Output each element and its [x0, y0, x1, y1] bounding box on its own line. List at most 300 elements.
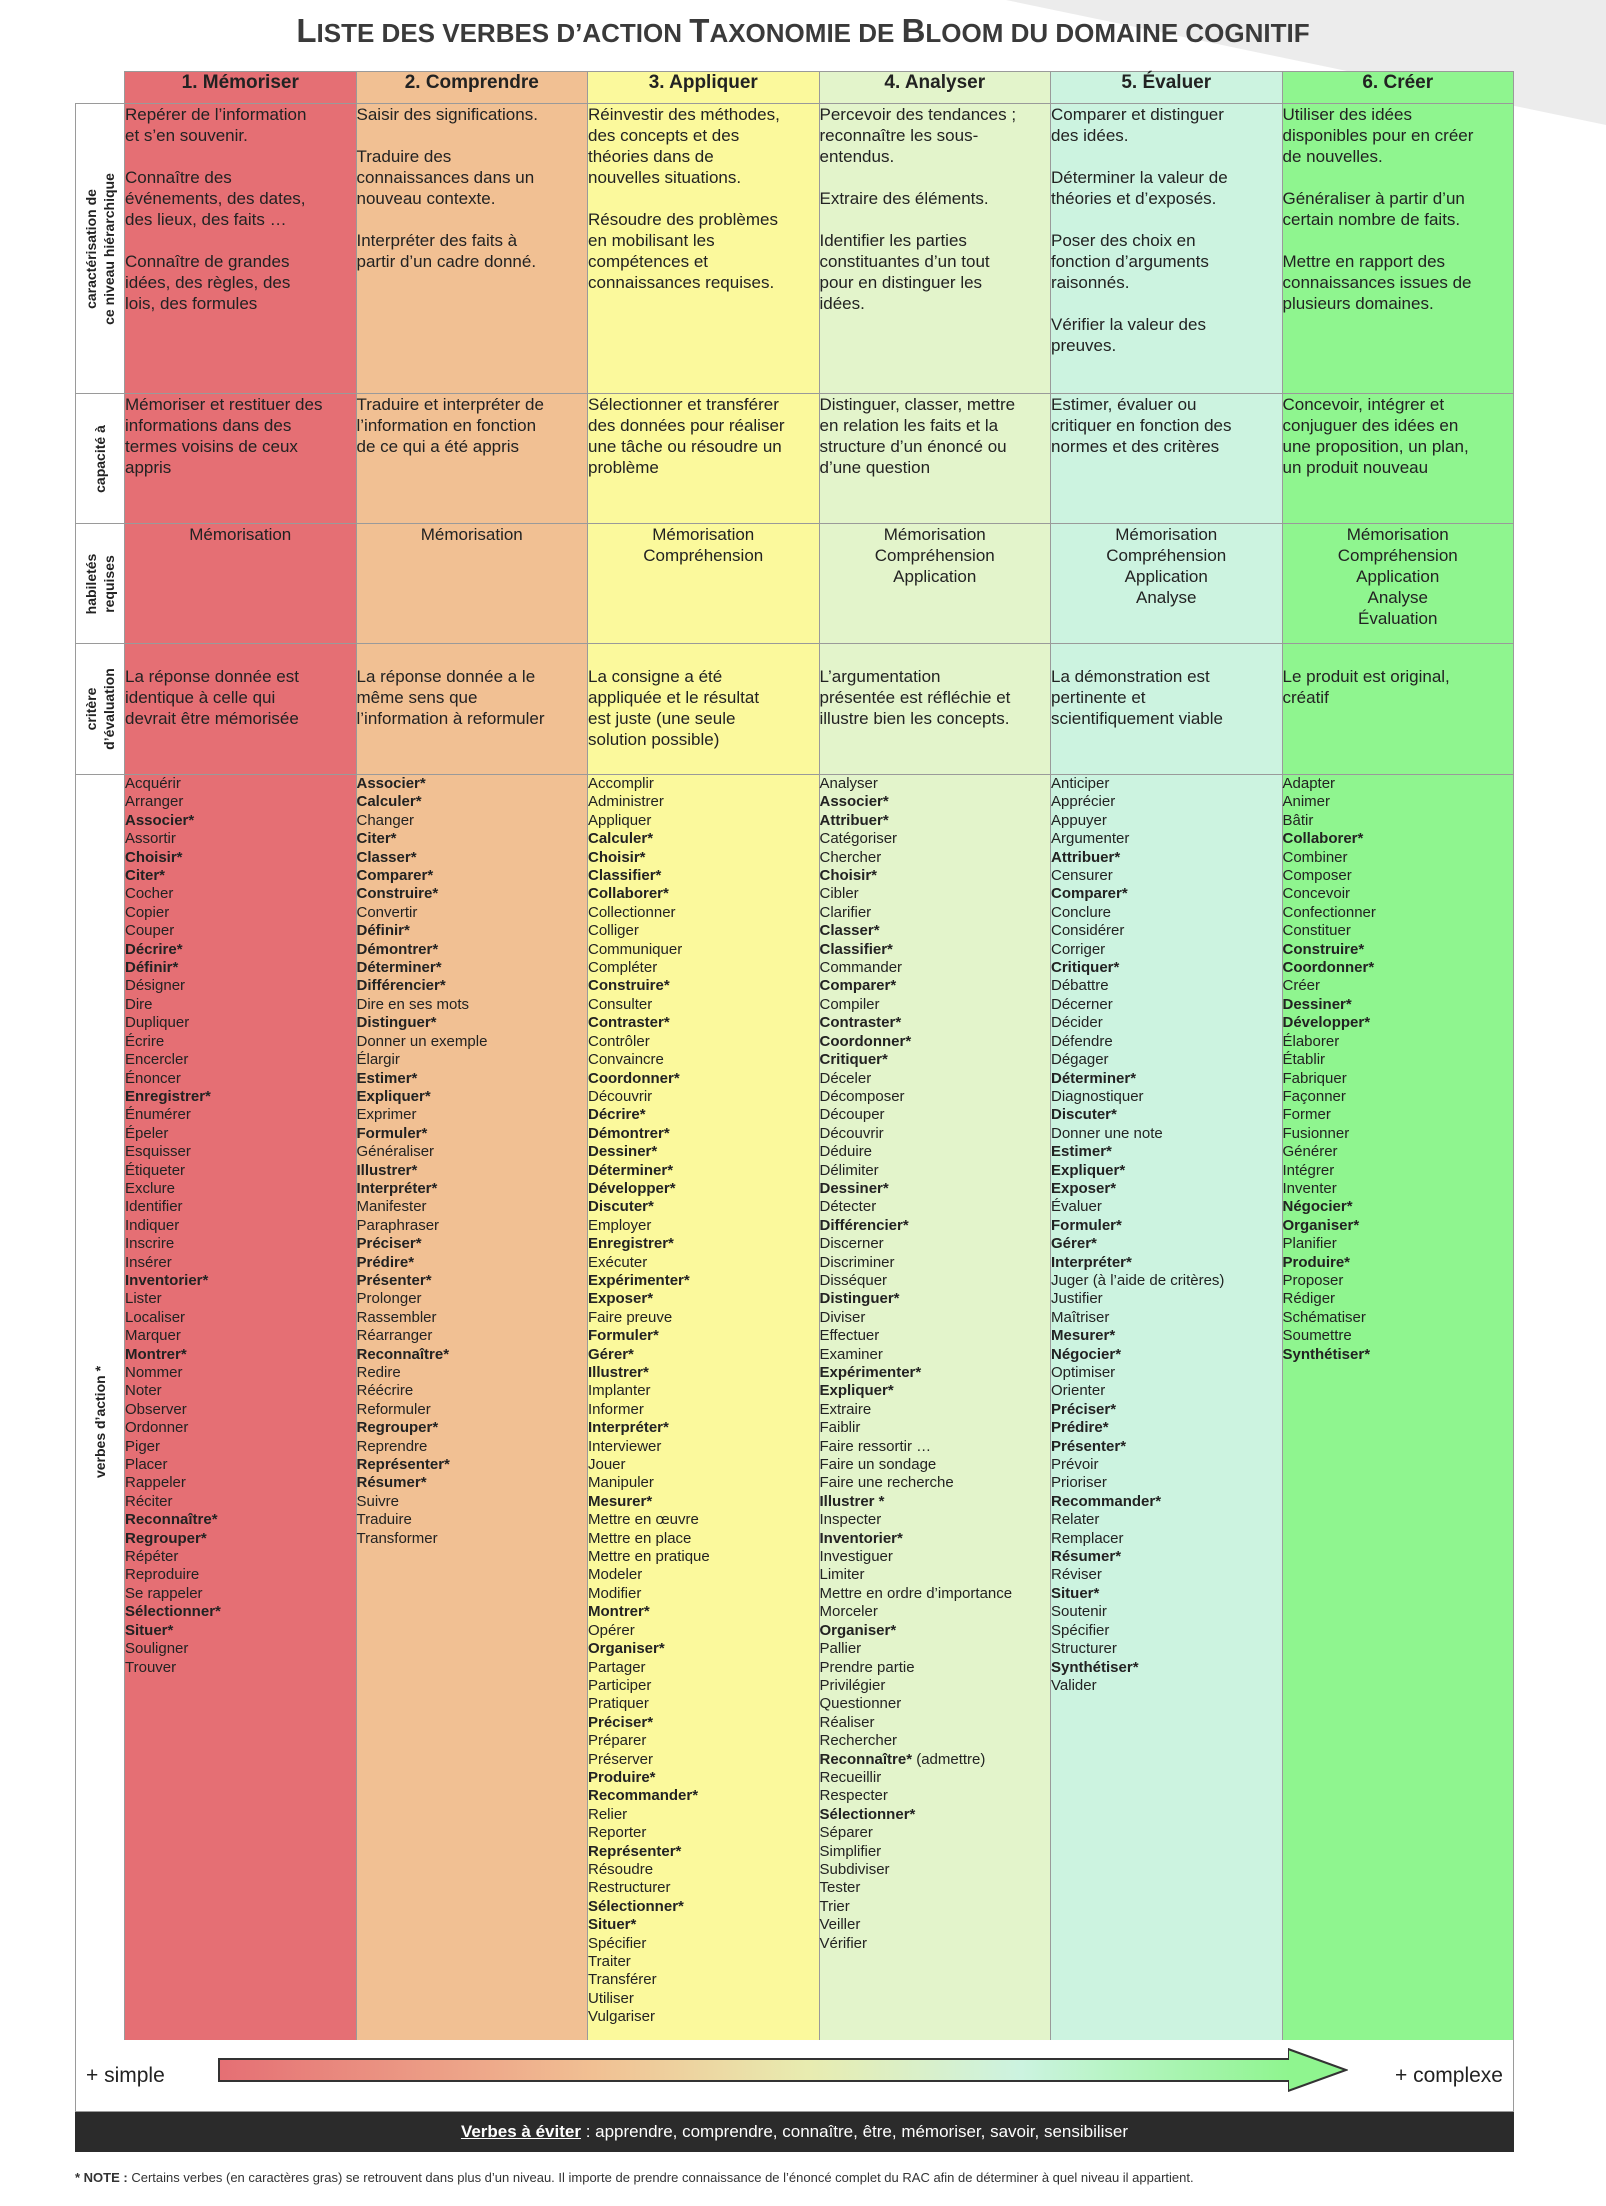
- verb-item: Clarifier: [819, 903, 872, 921]
- cell-line: des idées.: [1051, 126, 1129, 145]
- cell-line: créatif: [1282, 688, 1329, 707]
- verb-item: Transformer: [356, 1529, 438, 1547]
- capacite-cell: [356, 394, 588, 524]
- verb-item: Investiguer: [819, 1548, 893, 1566]
- verb-item: Adapter: [1282, 775, 1336, 792]
- verb-item: Déterminer*: [356, 959, 442, 977]
- verb-item: Organiser*: [819, 1621, 897, 1639]
- verb-item: Soumettre: [1282, 1327, 1352, 1345]
- verb-item: Expliquer*: [1051, 1161, 1126, 1179]
- verb-item: Reprendre: [356, 1437, 428, 1455]
- verb-item: Paraphraser: [356, 1216, 440, 1234]
- cell-line: Compréhension: [1337, 546, 1458, 565]
- verb-item: Justifier: [1051, 1290, 1103, 1308]
- verb-item: Déterminer*: [1051, 1069, 1137, 1087]
- cell-line: une proposition, un plan,: [1282, 437, 1469, 456]
- cell-line: Identifier les parties: [819, 231, 967, 250]
- cell-line: fonction d’arguments: [1051, 252, 1209, 271]
- cell-line: L’argumentation: [819, 667, 941, 686]
- verb-item: Interpréter*: [356, 1179, 438, 1197]
- cell-line: appliquée et le résultat: [588, 688, 760, 707]
- cell-line: Application: [1356, 567, 1440, 586]
- verb-item: Résumer*: [356, 1474, 427, 1492]
- critere-cell: [356, 644, 588, 775]
- verb-item: Expérimenter*: [819, 1364, 922, 1381]
- verb-item: Structurer: [1051, 1640, 1117, 1658]
- critere-cell: [819, 644, 1051, 775]
- verb-item: Compiler: [819, 995, 880, 1013]
- verb-item: Suivre: [356, 1492, 400, 1510]
- cell-line: identique à celle qui: [125, 688, 276, 707]
- verb-item: Communiquer: [588, 940, 683, 958]
- cell-line: Traduire des: [356, 147, 452, 166]
- verb-item: Générer: [1282, 1143, 1338, 1161]
- cell-line: normes et des critères: [1051, 437, 1220, 456]
- verb-item: Dessiner*: [1282, 995, 1352, 1013]
- verb-item: Attribuer*: [1051, 848, 1121, 866]
- verb-item: Démontrer*: [356, 940, 439, 958]
- verb-item: Mesurer*: [588, 1492, 653, 1510]
- verb-item: Nommer: [125, 1364, 183, 1381]
- capacite-cell: [819, 394, 1051, 524]
- verb-item: Argumenter: [1051, 830, 1130, 848]
- cell-line: critiquer en fonction des: [1051, 416, 1232, 435]
- verb-item: Coordonner*: [1282, 959, 1375, 977]
- verb-item: Épeler: [125, 1124, 169, 1142]
- verb-item: Situer*: [588, 1916, 637, 1934]
- verb-item: Opérer: [588, 1621, 635, 1639]
- verb-item: Spécifier: [588, 1934, 647, 1952]
- gradient-arrow-bar: [218, 2058, 1288, 2082]
- verb-item: Convaincre: [588, 1051, 664, 1069]
- verb-item: Inspecter: [819, 1511, 882, 1529]
- verb-item: Redire: [356, 1364, 401, 1381]
- cell-line: Estimer, évaluer ou: [1051, 395, 1197, 414]
- cell-line: Poser des choix en: [1051, 231, 1196, 250]
- cell-line: termes voisins de ceux: [125, 437, 298, 456]
- verb-item: Prendre partie: [819, 1658, 915, 1676]
- verb-item: Donner une note: [1051, 1124, 1163, 1142]
- verb-item: Calculer*: [356, 793, 422, 811]
- verb-item: Traduire: [356, 1511, 412, 1529]
- column-header: 4. Analyser: [819, 72, 1051, 104]
- cell-line: informations dans des: [125, 416, 292, 435]
- verb-item: Rédiger: [1282, 1290, 1336, 1308]
- verb-item: Constituer: [1282, 922, 1351, 940]
- cell-line: Comparer et distinguer: [1051, 105, 1224, 124]
- verb-item: Étiqueter: [125, 1161, 186, 1179]
- row-header-habiletes: [76, 524, 125, 644]
- verb-item: Subdiviser: [819, 1860, 890, 1878]
- verb-item: Contraster*: [819, 1014, 902, 1032]
- cell-line: Interpréter des faits à: [356, 231, 518, 250]
- column-header: 6. Créer: [1282, 72, 1514, 104]
- verb-item: Reconnaître* (admettre): [819, 1750, 986, 1768]
- cell-line: structure d’un énoncé ou: [819, 437, 1007, 456]
- verb-item: Considérer: [1051, 922, 1125, 940]
- verb-item: Orienter: [1051, 1382, 1106, 1400]
- verb-item: Rechercher: [819, 1732, 898, 1750]
- caracterisation-cell: [125, 104, 357, 394]
- verb-item: Créer: [1282, 977, 1321, 995]
- verb-item: Composer: [1282, 867, 1352, 885]
- verb-item: Respecter: [819, 1787, 888, 1805]
- cell-line: de ce qui a été appris: [356, 437, 520, 456]
- verb-item: Regrouper*: [125, 1529, 207, 1547]
- cell-line: [1283, 167, 1514, 188]
- cell-line: partir d’un cadre donné.: [356, 252, 537, 271]
- verb-item: Calculer*: [588, 830, 654, 848]
- cell-line: idées, des règles, des: [125, 273, 291, 292]
- cell-line: Analyse: [1136, 588, 1197, 607]
- cell-line: pour en distinguer les: [819, 273, 983, 292]
- verb-item: Délimiter: [819, 1161, 879, 1179]
- verb-item: Résoudre: [588, 1860, 654, 1878]
- verb-item: Décrire*: [125, 940, 183, 958]
- cell-line: disponibles pour en créer: [1282, 126, 1474, 145]
- verb-item: Exprimer: [356, 1106, 417, 1124]
- verb-item: Exposer*: [588, 1290, 654, 1308]
- cell-line: compétences et: [588, 252, 709, 271]
- verb-item: Prévoir: [1051, 1456, 1099, 1474]
- verb-item: Corriger: [1051, 940, 1106, 958]
- capacite-cell: [1282, 394, 1514, 524]
- row-header-caracterisation: [76, 104, 125, 394]
- verb-item: Inscrire: [125, 1235, 175, 1253]
- cell-line: solution possible): [588, 730, 720, 749]
- verb-item: Reproduire: [125, 1566, 200, 1584]
- verb-item: Tester: [819, 1879, 861, 1897]
- verb-item: Rappeler: [125, 1474, 186, 1492]
- verb-item: Intégrer: [1282, 1161, 1335, 1179]
- verb-item: Associer*: [819, 793, 889, 811]
- verb-item: Façonner: [1282, 1087, 1346, 1105]
- cell-line: devrait être mémorisée: [125, 709, 299, 728]
- verb-item: Découvrir: [588, 1087, 653, 1105]
- verb-item: Réviser: [1051, 1566, 1102, 1584]
- verb-item: Réécrire: [356, 1382, 414, 1400]
- cell-line: idées.: [819, 294, 865, 313]
- verb-item: Expliquer*: [356, 1087, 431, 1105]
- critere-cell: [1051, 644, 1283, 775]
- cell-line: des lieux, des faits …: [125, 210, 287, 229]
- critere-cell: [1282, 644, 1514, 775]
- cell-line: La démonstration est: [1051, 667, 1210, 686]
- verb-item: Reconnaître*: [356, 1345, 450, 1363]
- verb-item: Dire en ses mots: [356, 995, 470, 1013]
- verb-item: Énumérer: [125, 1106, 191, 1124]
- verb-item: Exclure: [125, 1179, 176, 1197]
- verb-item: Diviser: [819, 1308, 866, 1326]
- verb-item: Prédire*: [1051, 1419, 1109, 1437]
- verb-item: Inventorier*: [125, 1271, 209, 1289]
- verb-item: Modeler: [588, 1566, 643, 1584]
- cell-line: une tâche ou résoudre un: [588, 437, 782, 456]
- verb-item: Différencier*: [356, 977, 446, 995]
- cell-line: événements, des dates,: [125, 189, 306, 208]
- verb-item: Cibler: [819, 885, 859, 903]
- verb-item: Situer*: [1051, 1584, 1100, 1602]
- verb-item: Remplacer: [1051, 1529, 1124, 1547]
- habiletes-cell: [588, 524, 820, 644]
- verb-item: Déterminer*: [588, 1161, 674, 1179]
- verb-item: Contraster*: [588, 1014, 670, 1032]
- verb-item: Classer*: [356, 848, 417, 866]
- cell-line: Généraliser à partir d’un: [1282, 189, 1465, 208]
- verb-item: Catégoriser: [819, 830, 898, 848]
- verb-item: Placer: [125, 1456, 168, 1474]
- verb-item: Dupliquer: [125, 1014, 190, 1032]
- verb-item: Fabriquer: [1282, 1069, 1347, 1087]
- verb-item: Trouver: [125, 1658, 177, 1676]
- verb-item: Faire une recherche: [819, 1474, 954, 1492]
- verb-item: Classifier*: [819, 940, 893, 958]
- cell-line: des concepts et des: [588, 126, 740, 145]
- cell-line: constituantes d’un tout: [819, 252, 990, 271]
- cell-line: Réinvestir des méthodes,: [588, 105, 780, 124]
- verb-item: Sélectionner*: [819, 1805, 916, 1823]
- verb-item: Montrer*: [125, 1345, 187, 1363]
- verb-item: Préciser*: [356, 1235, 422, 1253]
- cell-line: nouvelles situations.: [588, 168, 742, 187]
- verb-item: Préciser*: [1051, 1400, 1117, 1418]
- verb-item: Colliger: [588, 922, 639, 940]
- verb-item: Recommander*: [588, 1787, 699, 1805]
- verb-item: Discuter*: [588, 1198, 654, 1216]
- verb-item: Dégager: [1051, 1051, 1109, 1069]
- verb-item: Préserver: [588, 1750, 654, 1768]
- verb-item: Participer: [588, 1676, 652, 1694]
- verb-item: Formuler*: [588, 1327, 659, 1345]
- cell-line: Analyse: [1367, 588, 1428, 607]
- habiletes-cell: [1051, 524, 1283, 644]
- cell-line: Compréhension: [874, 546, 995, 565]
- verb-item: Construire*: [1282, 940, 1365, 958]
- verb-item: Comparer*: [1051, 885, 1128, 903]
- verb-item: Questionner: [819, 1695, 902, 1713]
- verb-item: Anticiper: [1051, 775, 1110, 792]
- cell-line: Mémorisation: [652, 525, 755, 544]
- bloom-table: [75, 71, 1514, 2069]
- verb-item: Découper: [819, 1106, 885, 1124]
- cell-line: Sélectionner et transférer: [588, 395, 779, 414]
- verb-item: Commander: [819, 959, 903, 977]
- verb-item: Appuyer: [1051, 811, 1107, 829]
- verb-item: Exécuter: [588, 1253, 648, 1271]
- cell-line: présentée est réfléchie et: [819, 688, 1011, 707]
- verb-item: Désigner: [125, 977, 186, 995]
- cell-line: Traduire et interpréter de: [356, 395, 544, 414]
- column-header: 1. Mémoriser: [125, 72, 357, 104]
- verb-item: Maîtriser: [1051, 1308, 1110, 1326]
- verb-item: Choisir*: [819, 867, 878, 885]
- verb-item: Décomposer: [819, 1087, 905, 1105]
- verb-item: Confectionner: [1282, 903, 1376, 921]
- cell-line: Repérer de l’information: [125, 105, 307, 124]
- cell-line: Connaître de grandes: [125, 252, 290, 271]
- verb-item: Expliquer*: [819, 1382, 894, 1400]
- cell-line: pertinente et: [1051, 688, 1146, 707]
- verb-item: Élaborer: [1282, 1032, 1340, 1050]
- verb-item: Développer*: [1282, 1014, 1371, 1032]
- cell-line: Mémorisation: [883, 525, 986, 544]
- verbs-cell: [125, 775, 357, 2069]
- cell-line: théories dans de: [588, 147, 714, 166]
- verb-item: Recueillir: [819, 1768, 882, 1786]
- cell-line: est juste (une seule: [588, 709, 736, 728]
- verb-item: Couper: [125, 922, 175, 940]
- cell-line: reconnaître les sous-: [819, 126, 979, 145]
- verb-item: Souligner: [125, 1640, 189, 1658]
- page-title: LISTE DES VERBES D’ACTION TAXONOMIE DE BLOOM DU DOMAINE COGNITIF: [296, 12, 1310, 49]
- verb-item: Consulter: [588, 995, 653, 1013]
- verb-item: Mettre en œuvre: [588, 1511, 699, 1529]
- verb-item: Recommander*: [1051, 1492, 1162, 1510]
- verb-item: Coordonner*: [588, 1069, 680, 1087]
- verb-item: Jouer: [588, 1456, 626, 1474]
- verb-item: Partager: [588, 1658, 646, 1676]
- cell-line: connaissances requises.: [588, 273, 775, 292]
- verb-item: Organiser*: [588, 1640, 665, 1658]
- avoid-label: Verbes à éviter: [460, 2122, 581, 2141]
- verb-item: Indiquer: [125, 1216, 180, 1234]
- verb-item: Apprécier: [1051, 793, 1116, 811]
- verb-item: Juger (à l’aide de critères): [1051, 1271, 1225, 1289]
- cell-line: [125, 230, 356, 251]
- verb-item: Cocher: [125, 885, 174, 903]
- verb-item: Différencier*: [819, 1216, 909, 1234]
- verb-item: Convertir: [356, 903, 418, 921]
- verb-item: Localiser: [125, 1308, 186, 1326]
- verb-item: Décider: [1051, 1014, 1103, 1032]
- verb-item: Décrire*: [588, 1106, 646, 1124]
- cell-line: La consigne a été: [588, 667, 723, 686]
- verb-item: Mettre en place: [588, 1529, 692, 1547]
- scale-simple-label: + simple: [86, 2064, 165, 2087]
- verb-item: Conclure: [1051, 903, 1112, 921]
- verb-item: Piger: [125, 1437, 161, 1455]
- verb-item: Enregistrer*: [125, 1087, 211, 1105]
- row-label: critère d’évaluation: [83, 668, 117, 750]
- verb-item: Veiller: [819, 1916, 861, 1934]
- verbs-cell: [588, 775, 820, 2069]
- cell-line: nouveau contexte.: [356, 189, 496, 208]
- verb-item: Classer*: [819, 922, 880, 940]
- habiletes-cell: [125, 524, 357, 644]
- verb-item: Manipuler: [588, 1474, 654, 1492]
- verb-item: Présenter*: [1051, 1437, 1127, 1455]
- cell-line: problème: [588, 458, 659, 477]
- verb-item: Marquer: [125, 1327, 181, 1345]
- cell-line: Percevoir des tendances ;: [819, 105, 1017, 124]
- verbs-cell: [819, 775, 1051, 2069]
- cell-line: La réponse donnée a le: [356, 667, 536, 686]
- caracterisation-cell: [588, 104, 820, 394]
- verb-item: Collaborer*: [1282, 830, 1364, 848]
- verb-item: Préparer: [588, 1732, 647, 1750]
- verb-item: Découvrir: [819, 1124, 884, 1142]
- verb-item: Attribuer*: [819, 811, 889, 829]
- verbs-cell: [1282, 775, 1514, 2069]
- cell-line: Évaluation: [1358, 609, 1438, 628]
- caracterisation-cell: [819, 104, 1051, 394]
- verb-item: Comparer*: [819, 977, 897, 995]
- cell-line: conjuguer des idées en: [1282, 416, 1459, 435]
- cell-line: des données pour réaliser: [588, 416, 785, 435]
- cell-line: Mémorisation: [1346, 525, 1449, 544]
- verb-item: Effectuer: [819, 1327, 880, 1345]
- cell-line: [820, 167, 1051, 188]
- verb-item: Sélectionner*: [588, 1897, 684, 1915]
- verb-item: Citer*: [356, 830, 397, 848]
- verb-item: Élargir: [356, 1051, 400, 1069]
- verb-item: Formuler*: [356, 1124, 428, 1142]
- verb-item: Changer: [356, 811, 415, 829]
- cell-line: l’information en fonction: [356, 416, 537, 435]
- verb-item: Inventorier*: [819, 1529, 903, 1547]
- verb-item: Illustrer*: [356, 1161, 418, 1179]
- habiletes-cell: [819, 524, 1051, 644]
- cell-line: Distinguer, classer, mettre: [819, 395, 1016, 414]
- verb-item: Organiser*: [1282, 1216, 1360, 1234]
- critere-cell: [125, 644, 357, 775]
- verb-item: Interpréter*: [588, 1419, 669, 1437]
- verbs-to-avoid-banner: [75, 2112, 1514, 2152]
- cell-line: Mémorisation: [1115, 525, 1218, 544]
- column-header: 3. Appliquer: [588, 72, 820, 104]
- verb-item: Regrouper*: [356, 1419, 439, 1437]
- verb-item: Former: [1282, 1106, 1331, 1124]
- cell-line: Mémorisation: [189, 525, 292, 544]
- cell-line: preuves.: [1051, 336, 1117, 355]
- verb-item: Associer*: [356, 775, 426, 792]
- cell-line: [588, 188, 819, 209]
- verb-item: Prolonger: [356, 1290, 422, 1308]
- verb-item: Critiquer*: [819, 1051, 888, 1069]
- verb-item: Décerner: [1051, 995, 1113, 1013]
- cell-line: Mémorisation: [420, 525, 523, 544]
- verb-item: Critiquer*: [1051, 959, 1120, 977]
- verb-item: Faire un sondage: [819, 1456, 937, 1474]
- cell-line: plusieurs domaines.: [1282, 294, 1434, 313]
- verb-item: Discriminer: [819, 1253, 895, 1271]
- verb-item: Donner un exemple: [356, 1032, 488, 1050]
- verb-item: Proposer: [1282, 1271, 1344, 1289]
- verb-item: Expérimenter*: [588, 1271, 690, 1289]
- verb-item: Optimiser: [1051, 1364, 1116, 1381]
- cell-line: lois, des formules: [125, 294, 258, 313]
- verb-item: Produire*: [588, 1768, 656, 1786]
- verb-item: Relater: [1051, 1511, 1100, 1529]
- verb-item: Écrire: [125, 1032, 165, 1050]
- caracterisation-cell: [356, 104, 588, 394]
- verb-item: Synthétiser*: [1282, 1345, 1371, 1363]
- verb-item: Évaluer: [1051, 1198, 1102, 1216]
- verb-item: Relier: [588, 1805, 628, 1823]
- verb-item: Interpréter*: [1051, 1253, 1132, 1271]
- verb-item: Faire ressortir …: [819, 1437, 932, 1455]
- cell-line: Connaître des: [125, 168, 232, 187]
- verb-item: Reporter: [588, 1824, 647, 1842]
- verb-item: Informer: [588, 1400, 644, 1418]
- verb-item: Énoncer: [125, 1069, 181, 1087]
- verb-item: Extraire: [819, 1400, 872, 1418]
- verb-item: Classifier*: [588, 867, 662, 885]
- verb-item: Interviewer: [588, 1437, 662, 1455]
- column-header: 2. Comprendre: [356, 72, 588, 104]
- verb-item: Spécifier: [1051, 1621, 1110, 1639]
- cell-line: La réponse donnée est: [125, 667, 299, 686]
